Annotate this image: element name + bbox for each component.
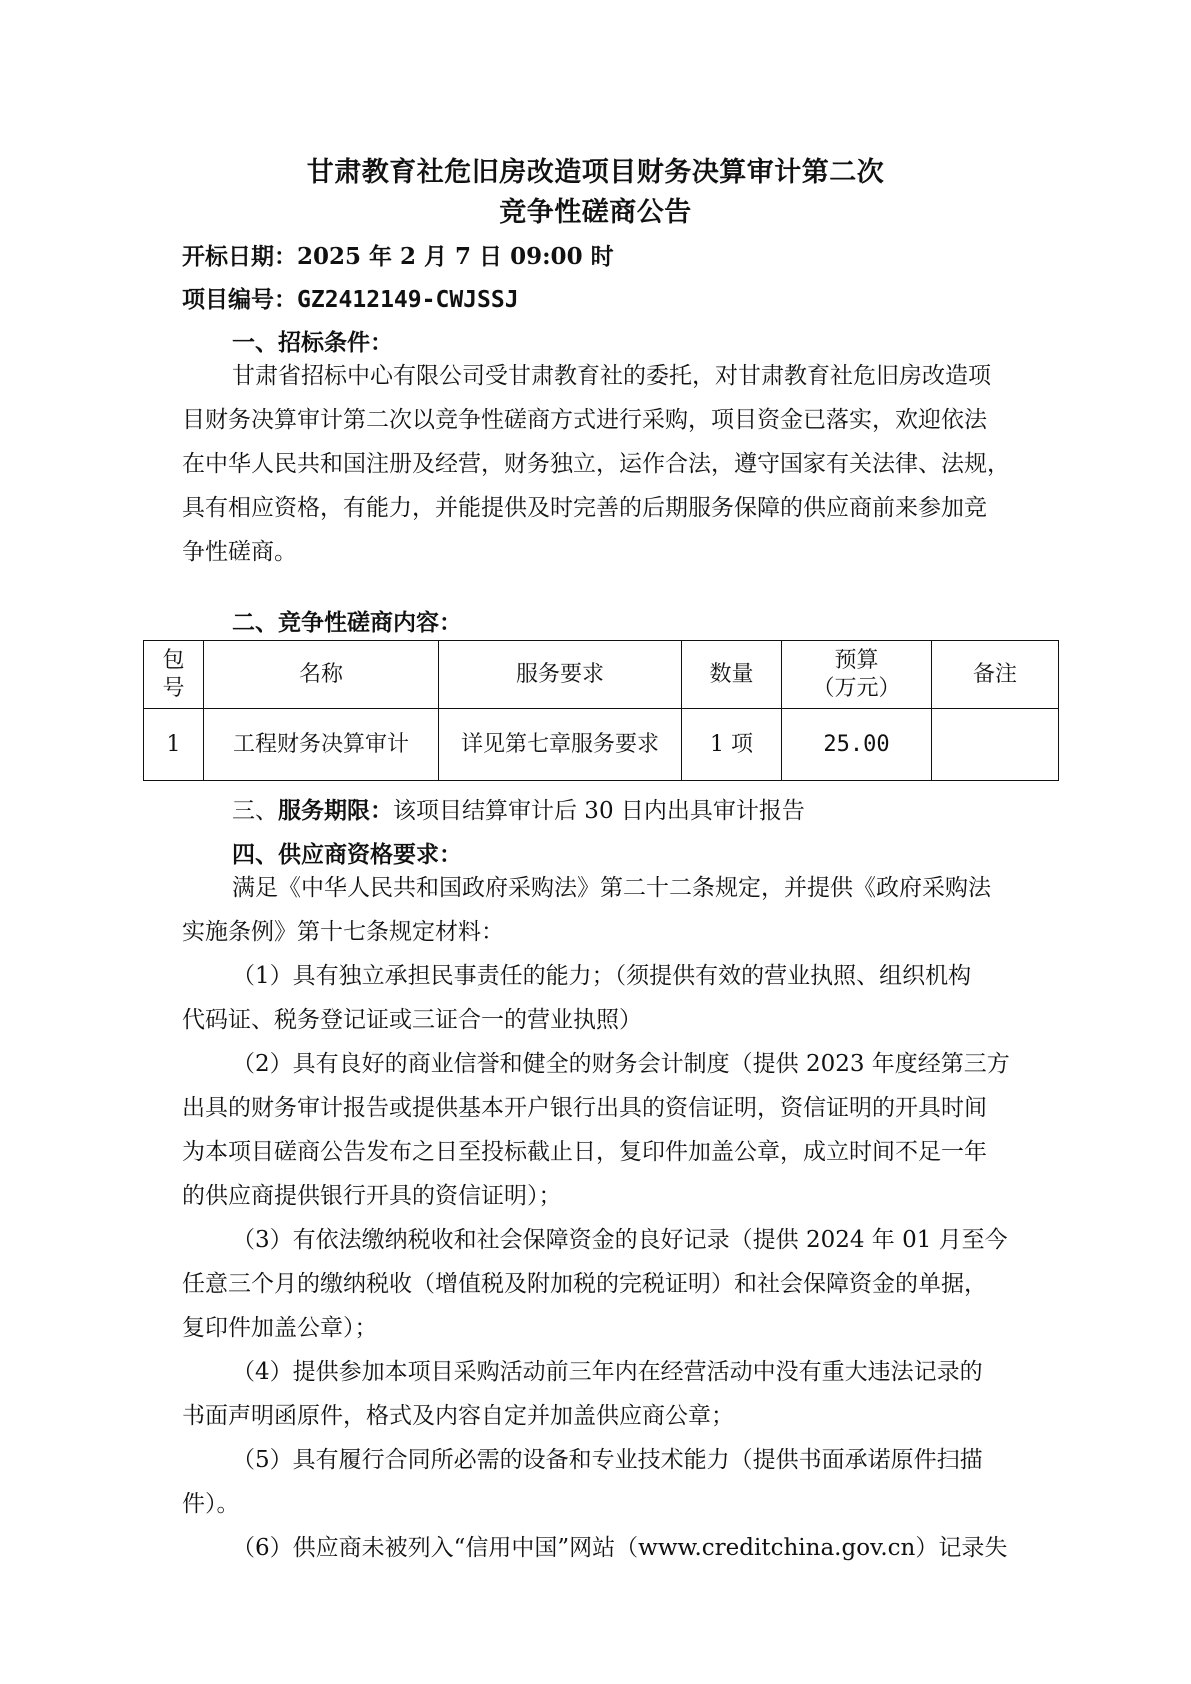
procurement-table	[143, 640, 1059, 781]
project-number: 项目编号：GZ2412149-CWJSSJ	[182, 287, 519, 313]
section3-text: 该项目结算审计后 30 日内出具审计报告	[393, 798, 805, 824]
requirement-item-4	[182, 1350, 1014, 1438]
table-header-row	[144, 641, 1059, 709]
item-line: 复印件加盖公章）；	[182, 1315, 378, 1341]
header-service-req: 服务要求	[439, 641, 682, 709]
item-line: 为本项目磋商公告发布之日至投标截止日，复印件加盖公章，成立时间不足一年	[182, 1139, 987, 1165]
section1-line: 争性磋商。	[182, 539, 297, 565]
header-budget: 预算 （万元）	[782, 641, 932, 709]
item-line: 代码证、税务登记证或三证合一的营业执照）	[182, 1007, 642, 1033]
section4-intro-line: 满足《中华人民共和国政府采购法》第二十二条规定，并提供《政府采购法	[232, 875, 991, 901]
document-title-line2: 竞争性磋商公告	[499, 197, 692, 228]
requirement-item-6	[182, 1526, 1014, 1570]
section1-line: 具有相应资格，有能力，并能提供及时完善的后期服务保障的供应商前来参加竞	[182, 495, 987, 521]
item-line: 出具的财务审计报告或提供基本开户银行出具的资信证明，资信证明的开具时间	[182, 1095, 987, 1121]
item-line: （5）具有履行合同所必需的设备和专业技术能力（提供书面承诺原件扫描	[232, 1447, 983, 1473]
section1-line: 甘肃省招标中心有限公司受甘肃教育社的委托，对甘肃教育社危旧房改造项	[232, 363, 991, 389]
section1-heading: 一、招标条件：	[232, 329, 393, 356]
section1-body	[182, 354, 1014, 574]
cell-package-no: 1	[144, 709, 204, 781]
requirement-item-1	[182, 954, 1014, 1042]
item-line: 书面声明函原件，格式及内容自定并加盖供应商公章；	[182, 1403, 734, 1429]
item-line: （6）供应商未被列入“信用中国”网站（www.creditchina.gov.cn）记录失	[232, 1535, 1008, 1561]
header-quantity: 数量	[682, 641, 782, 709]
section1-line: 目财务决算审计第二次以竞争性磋商方式进行采购，项目资金已落实，欢迎依法	[182, 407, 987, 433]
header-package-no: 包 号	[144, 641, 204, 709]
section3-prefix: 三、	[232, 798, 278, 824]
cell-remarks	[932, 709, 1059, 781]
cell-service-req: 详见第七章服务要求	[439, 709, 682, 781]
requirement-item-5	[182, 1438, 1014, 1526]
bid-date: 开标日期：2025 年 2 月 7 日 09:00 时	[182, 243, 614, 270]
section4-heading: 四、供应商资格要求：	[232, 841, 462, 868]
item-line: （1）具有独立承担民事责任的能力；（须提供有效的营业执照、组织机构	[232, 963, 972, 989]
cell-name: 工程财务决算审计	[204, 709, 439, 781]
section4-intro	[182, 866, 1014, 954]
table-row	[144, 709, 1059, 781]
section3-line	[232, 792, 805, 825]
cell-quantity: 1 项	[682, 709, 782, 781]
requirement-item-3	[182, 1218, 1014, 1350]
section1-line: 在中华人民共和国注册及经营，财务独立，运作合法，遵守国家有关法律、法规，	[182, 451, 1010, 477]
section3-label: 服务期限：	[278, 797, 393, 824]
document-title-line1: 甘肃教育社危旧房改造项目财务决算审计第二次	[306, 157, 885, 188]
item-line: （3）有依法缴纳税收和社会保障资金的良好记录（提供 2024 年 01 月至今	[232, 1227, 1008, 1253]
requirement-item-2	[182, 1042, 1014, 1218]
header-name: 名称	[204, 641, 439, 709]
section4-intro-line: 实施条例》第十七条规定材料：	[182, 919, 504, 945]
item-line: （4）提供参加本项目采购活动前三年内在经营活动中没有重大违法记录的	[232, 1359, 983, 1385]
item-line: 的供应商提供银行开具的资信证明）；	[182, 1183, 562, 1209]
item-line: 任意三个月的缴纳税收（增值税及附加税的完税证明）和社会保障资金的单据，	[182, 1271, 987, 1297]
item-line: （2）具有良好的商业信誉和健全的财务会计制度（提供 2023 年度经第三方	[232, 1051, 1010, 1077]
item-line: 件）。	[182, 1491, 240, 1517]
header-remarks: 备注	[932, 641, 1059, 709]
section2-heading: 二、竞争性磋商内容：	[232, 609, 462, 636]
cell-budget: 25.00	[782, 709, 932, 781]
